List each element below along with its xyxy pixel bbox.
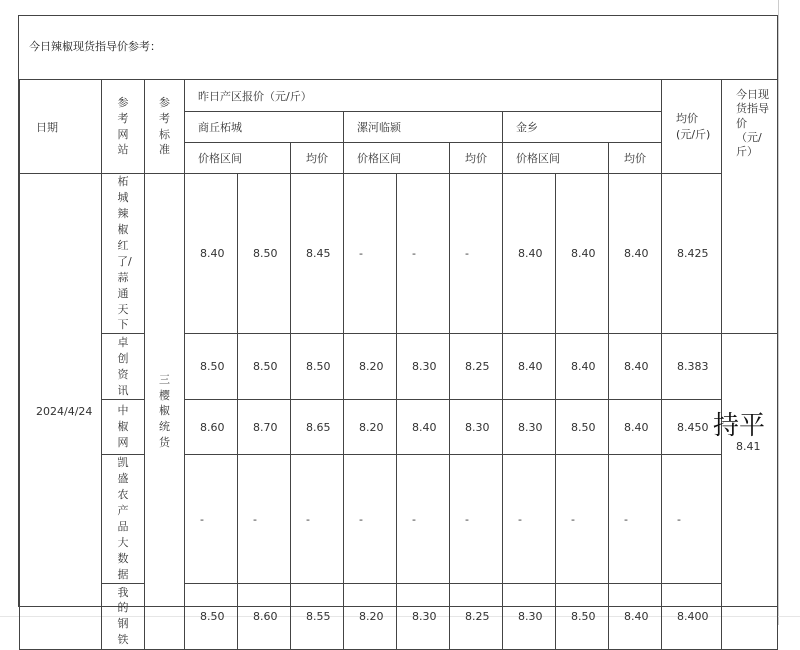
header-avg-total: 均价(元/斤) <box>662 80 722 174</box>
price-cell: 8.40 <box>185 174 238 334</box>
price-cell: - <box>450 455 503 584</box>
header-today-price: 今日现货指导价（元/斤） <box>722 80 778 334</box>
site-cell: 我的钢铁 <box>102 583 145 649</box>
avg-cell: 8.425 <box>662 174 722 334</box>
header-site: 参考网站 <box>102 80 145 174</box>
price-cell: 8.40 <box>503 174 556 334</box>
avg-header: 均价 <box>450 143 503 174</box>
price-cell: 8.40 <box>397 400 450 455</box>
price-cell: 8.40 <box>503 334 556 400</box>
region-jinxiang: 金乡 <box>503 112 662 143</box>
price-document <box>18 15 778 647</box>
price-cell: 8.50 <box>185 334 238 400</box>
price-cell: 8.40 <box>556 174 609 334</box>
header-standard: 参考标准 <box>145 80 185 174</box>
range-header: 价格区间 <box>185 143 291 174</box>
price-cell: - <box>397 174 450 334</box>
price-cell: 8.50 <box>185 583 238 649</box>
region-shangqiu: 商丘柘城 <box>185 112 344 143</box>
price-cell: - <box>344 174 397 334</box>
site-cell: 中椒网 <box>102 400 145 455</box>
price-cell: 8.60 <box>238 583 291 649</box>
range-header: 价格区间 <box>503 143 609 174</box>
price-table <box>19 79 778 650</box>
range-header: 价格区间 <box>344 143 450 174</box>
today-price-cell: 8.41 <box>722 334 778 650</box>
header-yesterday-quote: 昨日产区报价（元/斤） <box>185 80 662 112</box>
price-cell: - <box>344 455 397 584</box>
table-row <box>20 583 778 649</box>
price-cell: - <box>238 455 291 584</box>
price-cell: 8.65 <box>291 400 344 455</box>
site-cell: 柘城辣椒红了/蒜通天下 <box>102 174 145 334</box>
price-cell: 8.50 <box>238 174 291 334</box>
standard-cell: 三樱椒统货 <box>145 174 185 650</box>
table-row <box>20 455 778 584</box>
price-cell: - <box>291 455 344 584</box>
price-cell: 8.45 <box>291 174 344 334</box>
price-cell: 8.40 <box>609 334 662 400</box>
price-cell: - <box>609 455 662 584</box>
price-cell: 8.30 <box>503 400 556 455</box>
table-row <box>20 400 778 455</box>
price-cell: 8.25 <box>450 334 503 400</box>
price-cell: 8.20 <box>344 400 397 455</box>
avg-cell: 8.383 <box>662 334 722 400</box>
price-cell: 8.30 <box>503 583 556 649</box>
price-cell: 8.40 <box>609 400 662 455</box>
price-cell: 8.20 <box>344 334 397 400</box>
price-cell: 8.40 <box>609 583 662 649</box>
caption: 今日辣椒现货指导价参考： <box>29 40 161 53</box>
price-cell: 8.20 <box>344 583 397 649</box>
price-cell: 8.55 <box>291 583 344 649</box>
price-cell: 8.30 <box>450 400 503 455</box>
avg-cell: - <box>662 455 722 584</box>
site-cell: 凯盛农产品大数据 <box>102 455 145 584</box>
region-luohe: 漯河临颍 <box>344 112 503 143</box>
price-cell: 8.70 <box>238 400 291 455</box>
price-cell: - <box>556 455 609 584</box>
price-cell: 8.25 <box>450 583 503 649</box>
header-date: 日期 <box>20 80 102 174</box>
avg-cell: 8.450 <box>662 400 722 455</box>
avg-header: 均价 <box>291 143 344 174</box>
price-cell: - <box>397 455 450 584</box>
table-row <box>20 334 778 400</box>
price-cell: 8.50 <box>556 400 609 455</box>
price-cell: 8.50 <box>556 583 609 649</box>
avg-header: 均价 <box>609 143 662 174</box>
price-cell: 8.30 <box>397 583 450 649</box>
price-cell: 8.50 <box>238 334 291 400</box>
price-cell: 8.30 <box>397 334 450 400</box>
price-cell: - <box>503 455 556 584</box>
table-row <box>20 174 778 334</box>
date-cell: 2024/4/24 <box>20 174 102 650</box>
price-cell: 8.40 <box>556 334 609 400</box>
avg-cell: 8.400 <box>662 583 722 649</box>
page-edge-line <box>778 0 779 625</box>
price-cell: - <box>450 174 503 334</box>
price-cell: - <box>185 455 238 584</box>
price-cell: 8.60 <box>185 400 238 455</box>
price-cell: 8.50 <box>291 334 344 400</box>
status-stamp: 持平 <box>713 411 766 441</box>
site-cell: 卓创资讯 <box>102 334 145 400</box>
price-cell: 8.40 <box>609 174 662 334</box>
